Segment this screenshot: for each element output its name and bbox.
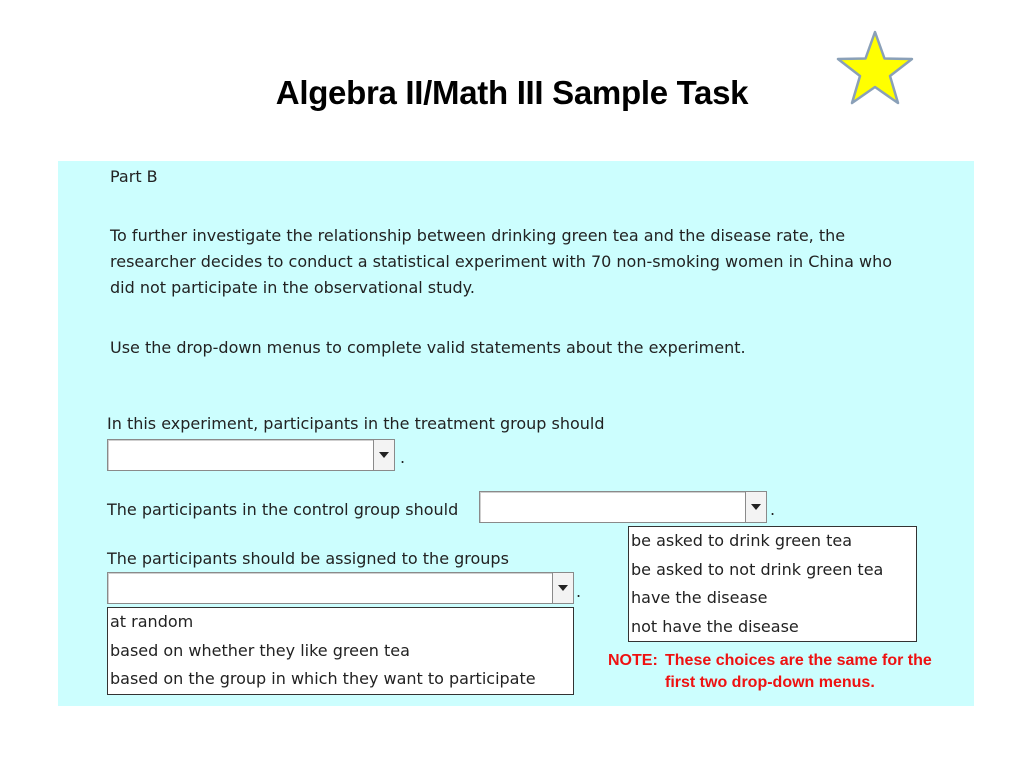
group-behavior-options [628, 526, 917, 642]
assignment-dropdown[interactable] [107, 572, 574, 604]
triangle-down-icon [379, 452, 389, 458]
treatment-statement-text: In this experiment, participants in the treatment group should [107, 414, 605, 433]
control-dropdown-toggle[interactable] [745, 492, 766, 522]
assignment-dropdown-toggle[interactable] [552, 573, 573, 603]
part-label: Part B [110, 167, 158, 186]
task-intro: To further investigate the relationship between drinking green tea and the disease rate, the researcher decides to conduct a statistical experiment with 70 non-smoking women in China who did not participate in the observational study. [110, 226, 893, 297]
option-item[interactable]: at random [110, 612, 194, 631]
control-period: . [770, 500, 776, 519]
treatment-dropdown[interactable] [107, 439, 395, 471]
control-statement-text: The participants in the control group should [107, 500, 459, 519]
assignment-statement-text: The participants should be assigned to the groups [107, 549, 509, 568]
triangle-down-icon [558, 585, 568, 591]
treatment-dropdown-toggle[interactable] [373, 440, 394, 470]
task-instruction: Use the drop-down menus to complete valid statements about the experiment. [110, 338, 746, 357]
option-item[interactable]: be asked to drink green tea [631, 531, 853, 550]
slide-title: Algebra II/Math III Sample Task [275, 74, 749, 111]
star-icon [835, 28, 915, 108]
option-item[interactable]: not have the disease [631, 616, 799, 636]
assignment-method-options [107, 607, 574, 695]
note-text: These choices are the same for the first two drop-down menus. [665, 652, 932, 691]
treatment-period: . [400, 448, 406, 467]
option-item[interactable]: have the disease [631, 588, 768, 607]
assignment-period: . [576, 582, 582, 601]
option-item[interactable]: based on the group in which they want to participate [110, 669, 536, 688]
control-dropdown[interactable] [479, 491, 767, 523]
task-panel [58, 161, 974, 706]
note-label: NOTE: [608, 652, 658, 669]
triangle-down-icon [751, 504, 761, 510]
option-item[interactable]: be asked to not drink green tea [631, 559, 884, 579]
option-item[interactable]: based on whether they like green tea [110, 640, 410, 660]
